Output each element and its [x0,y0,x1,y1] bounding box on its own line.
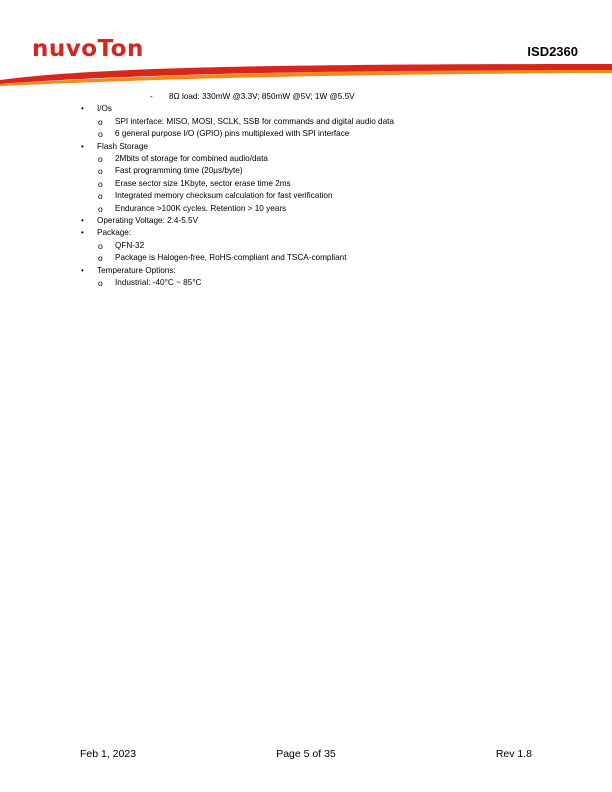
sub-bullet-item [80,277,560,289]
list-marker: o [98,154,103,165]
bullet-item [80,103,560,115]
list-marker: o [98,253,103,264]
sub-bullet-item [80,203,560,215]
list-marker: o [98,178,103,189]
sub-sub-item [80,91,560,103]
list-item-text: I/Os [97,104,113,114]
bullet-item [80,141,560,153]
list-item-text: QFN-32 [115,240,145,250]
list-marker: o [98,240,103,251]
list-marker: • [81,265,84,275]
sub-bullet-item [80,128,560,140]
list-marker: - [150,92,153,101]
list-marker: • [81,228,84,238]
list-marker: o [98,129,103,140]
list-item-text: SPI interface: MISO, MOSI, SCLK, SSB for commands and digital audio data [115,116,394,126]
sub-bullet-item [80,190,560,202]
sub-bullet-item [80,116,560,128]
sub-bullet-item [80,165,560,177]
list-marker: o [98,166,103,177]
list-marker: o [98,203,103,214]
list-item-text: Fast programming time (20µs/byte) [115,166,243,176]
list-item-text: Flash Storage [97,141,148,151]
list-item-text: 2Mbits of storage for combined audio/data [115,154,268,164]
list-marker: • [81,216,84,226]
list-item-text: 6 general purpose I/O (GPIO) pins multiplexed with SPI interface [115,129,350,139]
list-item-text: Integrated memory checksum calculation for fast verification [115,191,333,201]
footer-page-number: Page 5 of 35 [276,748,336,760]
list-item-text: Package is Halogen-free, RoHS-compliant and TSCA-compliant [115,253,347,263]
list-item-text: Endurance >100K cycles. Retention > 10 years [115,203,287,213]
bullet-item [80,215,560,227]
feature-list [80,91,560,290]
list-marker: • [81,141,84,151]
footer-date: Feb 1, 2023 [80,748,137,760]
list-marker: o [98,191,103,202]
list-item-text: Erase sector size 1Kbyte, sector erase time 2ms [115,178,291,188]
list-marker: • [81,104,84,114]
list-item-text: Industrial: -40°C ~ 85°C [115,278,202,288]
sub-bullet-item [80,240,560,252]
header-swoosh-band [0,60,612,86]
document-id: ISD2360 [527,44,578,59]
list-item-text: Package: [97,228,132,238]
list-item-text: Operating Voltage: 2.4-5.5V [97,216,199,226]
bullet-item [80,227,560,239]
sub-bullet-item [80,252,560,264]
bullet-item [80,265,560,277]
sub-bullet-item [80,178,560,190]
nuvoton-logo: nuvoTon [32,36,144,62]
list-item-text: 8Ω load: 330mW @3.3V; 850mW @5V; 1W @5.5V [169,92,355,101]
list-marker: o [98,278,103,289]
list-item-text: Temperature Options: [97,265,176,275]
sub-bullet-item [80,153,560,165]
list-marker: o [98,116,103,127]
footer-revision: Rev 1.8 [495,748,532,760]
